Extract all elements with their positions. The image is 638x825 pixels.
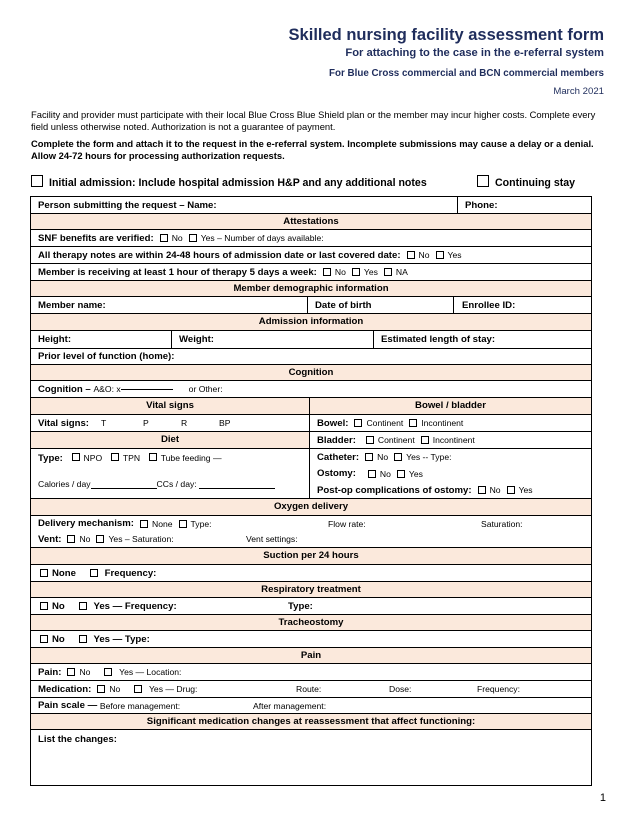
medication-yes-checkbox[interactable]: [134, 685, 142, 693]
calories-label: Calories / day: [38, 479, 91, 489]
tpn-checkbox[interactable]: [111, 453, 119, 461]
prior-level-field[interactable]: [31, 349, 174, 364]
vitals-field[interactable]: [31, 415, 309, 431]
pain-label: Pain:: [38, 666, 62, 678]
trach-no-label: No: [52, 633, 65, 645]
snf-benefits-row: [31, 229, 591, 246]
therapy-hours-cell: [31, 264, 408, 280]
vent-row: [31, 531, 591, 547]
respiratory-field: [31, 598, 591, 614]
height-label: Height:: [38, 334, 72, 345]
height-field[interactable]: [31, 331, 171, 348]
tracheostomy-header: Tracheostomy: [31, 614, 591, 630]
after-management-label: After management:: [253, 700, 327, 711]
therapy-notes-label: All therapy notes are within 24-48 hours of admission date or last covered date:: [38, 249, 401, 261]
ostomy-field: [310, 465, 423, 482]
postop-yes-checkbox[interactable]: [507, 486, 515, 494]
respiratory-row: [31, 597, 591, 614]
therapy-hours-no-checkbox[interactable]: [323, 268, 331, 276]
flow-rate-label: Flow rate:: [328, 518, 366, 529]
form-subtitle: For attaching to the case in the e-referral system: [345, 47, 604, 59]
delivery-type-label: Type:: [190, 518, 212, 529]
therapy-hours-yes-label: Yes: [363, 267, 378, 277]
height-weight-row: [31, 330, 591, 348]
weight-label: Weight:: [179, 334, 214, 345]
snf-yes-label: Yes – Number of days available:: [200, 233, 324, 243]
saturation-label: Saturation:: [481, 518, 523, 529]
continuing-stay-checkbox[interactable]: [477, 175, 489, 187]
respiratory-no-checkbox[interactable]: [40, 602, 48, 610]
length-of-stay-label: Estimated length of stay:: [381, 334, 496, 345]
therapy-notes-no-checkbox[interactable]: [407, 251, 415, 259]
prior-level-label: Prior level of function (home):: [38, 351, 175, 362]
respiratory-no-label: No: [52, 600, 65, 612]
dob-field[interactable]: [307, 297, 453, 313]
oxygen-header: Oxygen delivery: [31, 498, 591, 515]
therapy-hours-no-label: No: [334, 267, 346, 277]
vent-field: [31, 531, 591, 547]
enrollee-id-field[interactable]: [453, 297, 591, 313]
diet-header: Diet: [31, 431, 309, 448]
delivery-none-checkbox[interactable]: [140, 520, 148, 528]
ccs-label: CCs / day:: [156, 479, 197, 489]
vitals-row: [31, 414, 309, 431]
ostomy-row: [309, 465, 591, 482]
submitter-row: [31, 197, 591, 213]
form-title: Skilled nursing facility assessment form: [288, 26, 604, 44]
ostomy-no-label: No: [379, 468, 391, 479]
catheter-field: [310, 449, 452, 465]
bladder-continent-checkbox[interactable]: [366, 436, 374, 444]
pain-row: [31, 663, 591, 680]
demographic-header: Member demographic information: [31, 280, 591, 296]
snf-benefits-label: SNF benefits are verified:: [38, 232, 154, 244]
ostomy-yes-checkbox[interactable]: [397, 470, 405, 478]
assessment-form: [30, 196, 592, 786]
suction-frequency-checkbox[interactable]: [90, 569, 98, 577]
postop-row: [309, 482, 591, 498]
changes-list-area[interactable]: [31, 729, 591, 785]
suction-field: [31, 565, 156, 581]
therapy-notes-yes-label: Yes: [447, 250, 462, 260]
vital-bp-label: BP: [219, 418, 231, 428]
bladder-incontinent-checkbox[interactable]: [421, 436, 429, 444]
cognition-row: [31, 380, 591, 397]
delivery-type-checkbox[interactable]: [179, 520, 187, 528]
pain-header: Pain: [31, 647, 591, 663]
pain-yes-label: Yes — Location:: [119, 667, 182, 677]
medication-no-checkbox[interactable]: [97, 685, 105, 693]
bladder-row: [309, 431, 591, 448]
pain-scale-field: [31, 698, 591, 713]
vent-yes-label: Yes – Saturation:: [108, 534, 174, 544]
medication-label: Medication:: [38, 683, 92, 695]
catheter-no-label: No: [377, 452, 389, 462]
initial-admission-label: Initial admission: Include hospital admission H&P and any additional notes: [49, 177, 427, 189]
bladder-continent-label: Continent: [377, 435, 415, 445]
enrollee-id-label: Enrollee ID:: [462, 299, 516, 311]
diet-type-group: [38, 453, 222, 464]
pain-yes-checkbox[interactable]: [104, 668, 112, 676]
ao-label: A&O: x: [93, 384, 121, 394]
tpn-label: TPN: [122, 453, 141, 463]
vent-label: Vent:: [38, 533, 62, 545]
admission-type-row: [31, 175, 611, 189]
ccs-blank[interactable]: [199, 488, 275, 489]
other-label: or Other:: [188, 384, 223, 394]
therapy-notes-no-label: No: [418, 250, 430, 260]
vent-no-label: No: [79, 534, 91, 544]
therapy-notes-yes-checkbox[interactable]: [436, 251, 444, 259]
delivery-field: [31, 516, 591, 531]
postop-label: Post-op complications of ostomy:: [317, 484, 472, 496]
suction-row: [31, 564, 591, 581]
suction-none-checkbox[interactable]: [40, 569, 48, 577]
length-of-stay-field[interactable]: [373, 331, 591, 348]
respiratory-yes-checkbox[interactable]: [79, 602, 87, 610]
page-number: 1: [599, 792, 606, 804]
list-changes-label: List the changes:: [38, 734, 117, 745]
cognition-header: Cognition: [31, 364, 591, 380]
medication-changes-header: Significant medication changes at reassessment that affect functioning:: [31, 713, 591, 729]
snf-yes-checkbox[interactable]: [189, 234, 197, 242]
vital-signs-header: Vital signs: [31, 397, 309, 414]
bowel-continent-label: Continent: [366, 418, 404, 428]
continuing-stay-option: [477, 175, 575, 189]
tube-feeding-checkbox[interactable]: [149, 453, 157, 461]
trach-no-checkbox[interactable]: [40, 635, 48, 643]
ao-blank[interactable]: [121, 389, 173, 390]
postop-field: [310, 482, 533, 498]
postop-yes-label: Yes: [518, 485, 533, 495]
medication-row: [31, 680, 591, 697]
pain-field: [31, 664, 181, 680]
medication-field: [31, 681, 591, 697]
phone-field[interactable]: [457, 197, 591, 213]
bowel-continent-checkbox[interactable]: [354, 419, 362, 427]
bowel-label: Bowel:: [317, 417, 349, 429]
therapy-notes-row: [31, 246, 591, 263]
tube-feeding-label: Tube feeding —: [160, 453, 222, 463]
respiratory-header: Respiratory treatment: [31, 581, 591, 597]
pain-scale-label: Pain scale —: [38, 700, 98, 711]
medication-yes-label: Yes — Drug:: [148, 684, 198, 694]
bladder-label: Bladder:: [317, 434, 356, 446]
delivery-row: [31, 515, 591, 531]
suction-frequency-label: Frequency:: [104, 567, 157, 579]
cognition-label: Cognition –: [38, 383, 91, 395]
form-date: March 2021: [553, 86, 604, 97]
postop-no-label: No: [489, 485, 501, 495]
before-management-label: Before management:: [99, 700, 181, 711]
bladder-field: [310, 432, 475, 448]
catheter-row: [309, 448, 591, 465]
delivery-none-label: None: [151, 518, 173, 529]
intro-paragraph: Facility and provider must participate with their local Blue Cross Blue Shield plan or the member may incur higher costs. Complete every field unless otherwise noted. Authorization is not a guarantee of payment.: [31, 109, 596, 132]
ostomy-yes-label: Yes: [408, 468, 423, 479]
catheter-yes-checkbox[interactable]: [394, 453, 402, 461]
admission-info-header: Admission information: [31, 313, 591, 330]
therapy-hours-na-label: NA: [395, 267, 408, 277]
vital-r-label: R: [181, 418, 188, 428]
prior-level-row: [31, 348, 591, 364]
tracheostomy-field: [31, 631, 150, 647]
snf-no-checkbox[interactable]: [160, 234, 168, 242]
bowel-row: [309, 414, 591, 431]
trach-yes-label: Yes — Type:: [93, 633, 150, 645]
bowel-bladder-header: Bowel / bladder: [309, 397, 591, 414]
ostomy-no-checkbox[interactable]: [368, 470, 376, 478]
bowel-incontinent-checkbox[interactable]: [409, 419, 417, 427]
therapy-hours-yes-checkbox[interactable]: [352, 268, 360, 276]
snf-no-label: No: [171, 233, 183, 243]
suction-none-label: None: [52, 567, 76, 579]
therapy-hours-label: Member is receiving at least 1 hour of therapy 5 days a week:: [38, 266, 317, 278]
attestations-header: Attestations: [31, 213, 591, 229]
respiratory-type-label: Type:: [288, 600, 313, 612]
submitter-name-field[interactable]: [31, 197, 457, 213]
dose-label: Dose:: [389, 684, 412, 694]
calories-blank[interactable]: [91, 488, 157, 489]
pain-no-label: No: [79, 667, 91, 677]
pain-scale-row: [31, 697, 591, 713]
diet-row: [31, 448, 309, 498]
catheter-no-checkbox[interactable]: [365, 453, 373, 461]
ostomy-label: Ostomy:: [317, 468, 356, 479]
weight-field[interactable]: [171, 331, 373, 348]
vent-yes-checkbox[interactable]: [96, 535, 104, 543]
cognition-field[interactable]: [31, 381, 223, 397]
bladder-incontinent-label: Incontinent: [432, 435, 475, 445]
instructions-paragraph: Complete the form and attach it to the request in the e-referral system. Incomplete submissions may cause a delay or a denial. Allow 24-72 hours for processing authorization requests.: [31, 138, 594, 161]
vital-p-label: P: [143, 418, 149, 428]
continuing-stay-label: Continuing stay: [495, 177, 576, 189]
route-label: Route:: [296, 684, 322, 694]
therapy-hours-na-checkbox[interactable]: [384, 268, 392, 276]
vent-no-checkbox[interactable]: [67, 535, 75, 543]
vital-t-label: T: [101, 418, 107, 428]
therapy-notes-cell: [31, 247, 462, 263]
delivery-label: Delivery mechanism:: [38, 518, 134, 529]
postop-no-checkbox[interactable]: [478, 486, 486, 494]
tracheostomy-row: [31, 630, 591, 647]
pain-no-checkbox[interactable]: [67, 668, 75, 676]
submitter-label: Person submitting the request – Name:: [38, 199, 217, 211]
diet-calories-group: [38, 479, 275, 489]
catheter-yes-label: Yes -- Type:: [406, 452, 452, 462]
vitals-label: Vital signs:: [38, 417, 90, 429]
trach-yes-checkbox[interactable]: [79, 635, 87, 643]
vent-settings-label: Vent settings:: [246, 534, 298, 544]
initial-admission-checkbox[interactable]: [31, 175, 43, 187]
therapy-hours-row: [31, 263, 591, 280]
npo-checkbox[interactable]: [72, 453, 80, 461]
member-name-label: Member name:: [38, 299, 106, 311]
snf-benefits-cell: [31, 230, 324, 246]
phone-label: Phone:: [465, 199, 498, 211]
suction-header: Suction per 24 hours: [31, 547, 591, 564]
medication-no-label: No: [109, 684, 121, 694]
member-name-field[interactable]: [31, 297, 307, 313]
respiratory-yes-label: Yes — Frequency:: [93, 600, 177, 612]
medication-frequency-label: Frequency:: [477, 684, 520, 694]
bowel-incontinent-label: Incontinent: [421, 418, 464, 428]
npo-label: NPO: [83, 453, 103, 463]
catheter-label: Catheter:: [317, 451, 360, 463]
dob-label: Date of birth: [315, 299, 372, 311]
member-row: [31, 296, 591, 313]
diet-type-label: Type:: [38, 453, 63, 464]
member-scope: For Blue Cross commercial and BCN commercial members: [329, 68, 604, 79]
bowel-field: [310, 415, 463, 431]
